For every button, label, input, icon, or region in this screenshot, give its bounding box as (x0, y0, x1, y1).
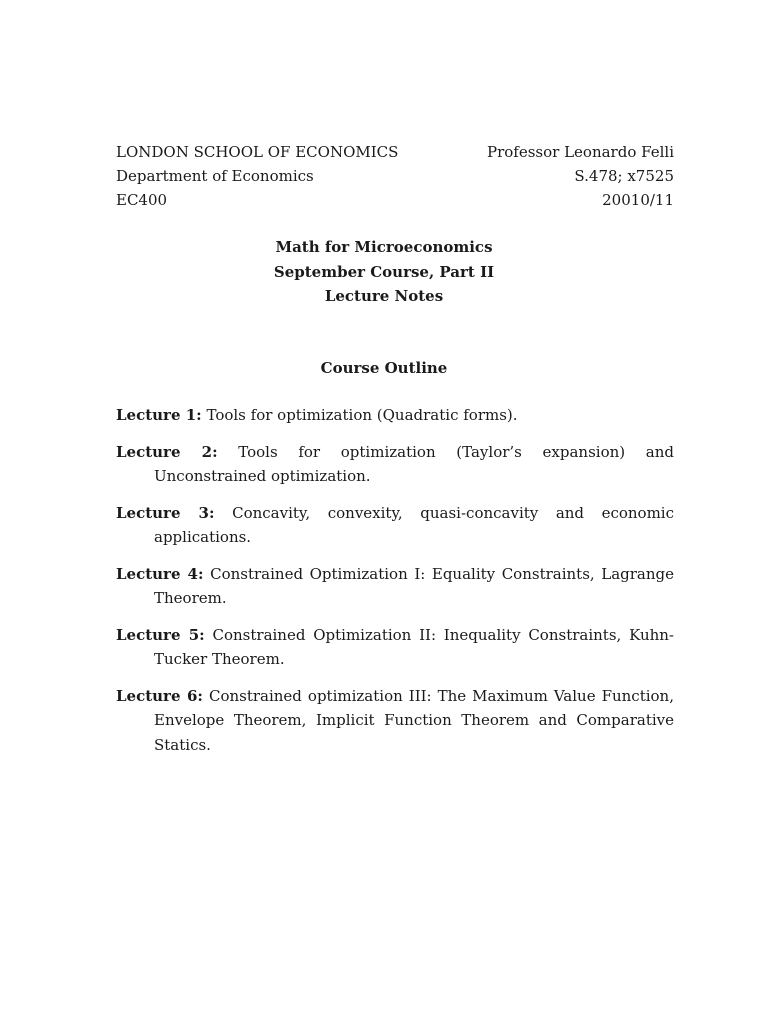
lecture-description: Concavity, convexity, quasi-concavity and economic applications. (154, 503, 675, 546)
lecture-item (116, 501, 674, 550)
title-line-1: Math for Microeconomics (275, 238, 493, 256)
lecture-label: Lecture 1: (116, 406, 202, 424)
title-line-3: Lecture Notes (324, 287, 444, 305)
header-row-1 (116, 140, 674, 164)
institution-name: LONDON SCHOOL OF ECONOMICS (116, 143, 399, 161)
lecture-item (116, 403, 674, 428)
lecture-label: Lecture 2: (116, 442, 218, 461)
lecture-label: Lecture 6: (116, 686, 203, 705)
lecture-item (116, 562, 674, 611)
header-row-2 (116, 164, 674, 188)
course-outline-heading: Course Outline (320, 359, 448, 377)
department-name: Department of Economics (116, 167, 314, 185)
lecture-label: Lecture 4: (116, 564, 204, 583)
lecture-label: Lecture 5: (116, 625, 205, 644)
lecture-item (116, 684, 674, 758)
lecture-item (116, 440, 674, 489)
lecture-description: Constrained Optimization I: Equality Constraints, Lagrange Theorem. (154, 564, 675, 607)
lecture-list (116, 403, 674, 769)
document-title (0, 235, 768, 309)
course-code: EC400 (116, 191, 168, 209)
lecture-description: Constrained optimization III: The Maximum Value Function, Envelope Theorem, Implicit Function Theorem and Comparative Statics. (154, 686, 674, 754)
document-header (116, 140, 674, 212)
office-info: S.478; x7525 (574, 167, 674, 185)
lecture-description: Tools for optimization (Quadratic forms). (206, 406, 518, 424)
academic-year: 20010/11 (602, 191, 674, 209)
lecture-item (116, 623, 674, 672)
header-row-3 (116, 188, 674, 212)
professor-name: Professor Leonardo Felli (487, 143, 674, 161)
title-line-2: September Course, Part II (273, 262, 495, 281)
lecture-description: Constrained Optimization II: Inequality Constraints, Kuhn-Tucker Theorem. (154, 625, 674, 668)
lecture-label: Lecture 3: (116, 503, 215, 522)
lecture-description: Tools for optimization (Taylor’s expansion) and Unconstrained optimization. (154, 442, 674, 485)
